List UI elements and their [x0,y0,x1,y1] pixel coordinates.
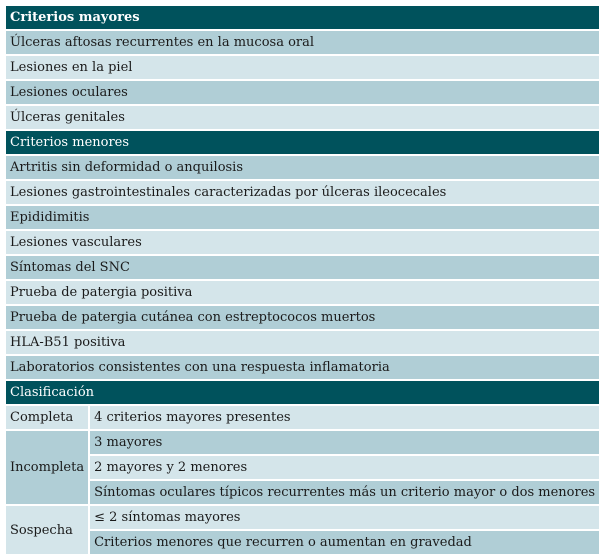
section-header-major: Criterios mayores [5,5,600,30]
table-cell: ≤ 2 síntomas mayores [89,505,600,530]
criteria-table [4,4,601,556]
table-row: Lesiones gastrointestinales caracterizadas por úlceras ileocecales [5,180,600,205]
section-header-minor: Criterios menores [5,130,600,155]
table-row: Laboratorios consistentes con una respuesta inflamatoria [5,355,600,380]
table-row: Lesiones vasculares [5,230,600,255]
section-header-classification: Clasificación [5,380,600,405]
class-label-incomplete: Incompleta [5,430,89,505]
table-row: Síntomas del SNC [5,255,600,280]
table-cell: Criterios menores que recurren o aumentan en gravedad [89,530,600,555]
table-row: Epididimitis [5,205,600,230]
table-cell: 2 mayores y 2 menores [89,455,600,480]
class-label-complete: Completa [5,405,89,430]
table-row: Lesiones oculares [5,80,600,105]
table-row: Lesiones en la piel [5,55,600,80]
class-label-suspect: Sospecha [5,505,89,555]
table-row: Úlceras aftosas recurrentes en la mucosa oral [5,30,600,55]
table-cell: Síntomas oculares típicos recurrentes más un criterio mayor o dos menores [89,480,600,505]
table-row: Úlceras genitales [5,105,600,130]
table-cell: 4 criterios mayores presentes [89,405,600,430]
table-row: HLA-B51 positiva [5,330,600,355]
table-row: Artritis sin deformidad o anquilosis [5,155,600,180]
table-row: Prueba de patergia positiva [5,280,600,305]
table-row: Prueba de patergia cutánea con estreptococos muertos [5,305,600,330]
table-cell: 3 mayores [89,430,600,455]
